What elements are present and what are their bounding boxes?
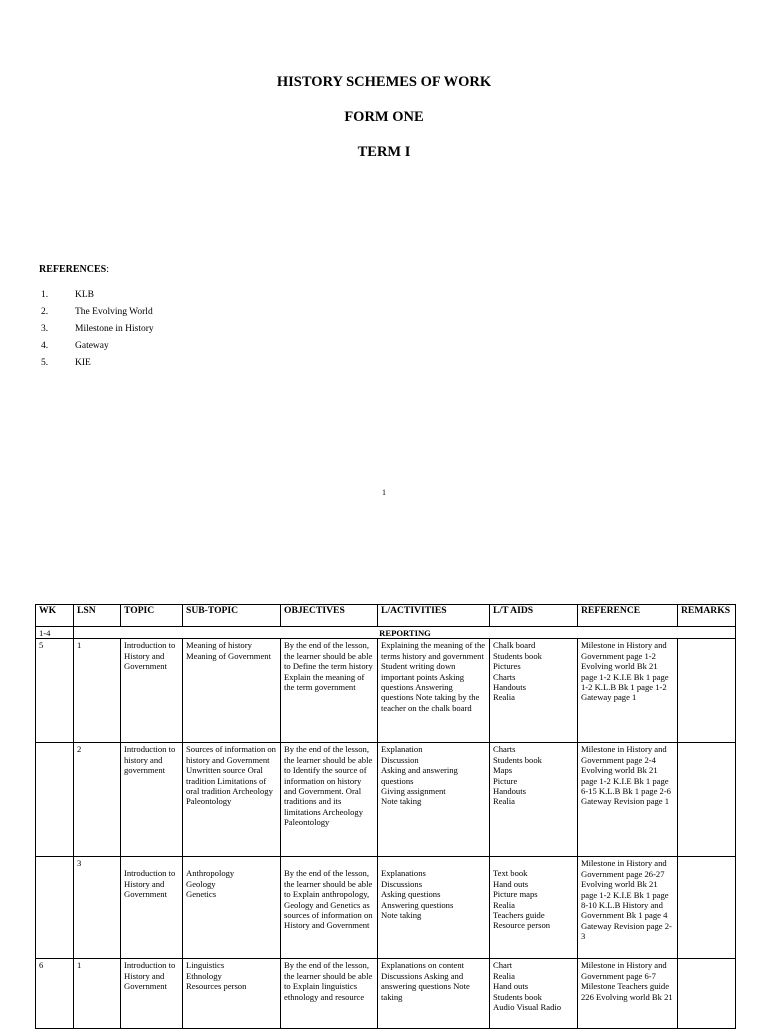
reference-item: 4. Gateway [41,341,109,351]
cell-reference: Milestone in History and Government page 2-4 Evolving world Bk 21 page 1-2 K.I.E Bk 1 page 6-15 K.L.B Bk 1 page 2-6 Gateway Revision page 1 [578,743,678,857]
header-subtopic: SUB-TOPIC [183,605,281,627]
header-objectives: OBJECTIVES [281,605,378,627]
cell-subtopic: Meaning of history Meaning of Government [183,639,281,743]
cell-aids: Chalk board Students book Pictures Charts Handouts Realia [490,639,578,743]
cell-reference: Milestone in History and Government page 1-2 Evolving world Bk 21 page 1-2 K.I.E Bk 1 page 1-2 K.L.B Bk 1 page 1-2 Gateway page 1 [578,639,678,743]
cell-activities: Explanation Discussion Asking and answering questions Giving assignment Note taking [378,743,490,857]
reference-item: 1. KLB [41,290,94,300]
cell-subtopic: Linguistics Ethnology Resources person [183,959,281,1029]
cell-activities: Explaining the meaning of the terms history and government Student writing down important points Asking questions Answering questions Note taking by the teacher on the chalk board [378,639,490,743]
cell-wk: 6 [36,959,74,1029]
table-row [36,857,736,959]
cell-lsn: 1 [74,959,121,1029]
reference-item: 5. KIE [41,358,91,368]
cell-aids: Charts Students book Maps Picture Handouts Realia [490,743,578,857]
reporting-row [36,627,736,639]
cell-topic: Introduction to History and Government [121,857,183,959]
cell-topic: Introduction to History and Government [121,959,183,1029]
header-lsn: LSN [74,605,121,627]
cell-topic: Introduction to history and government [121,743,183,857]
cell-lsn: 1 [74,639,121,743]
header-topic: TOPIC [121,605,183,627]
table-row [36,639,736,743]
cell-objectives: By the end of the lesson, the learner should be able to Explain linguistics ethnology and resource [281,959,378,1029]
document-title: HISTORY SCHEMES OF WORK [276,74,492,90]
cell-reference: Milestone in History and Government page 26-27 Evolving world Bk 21 page 1-2 K.I.E Bk 1 page 8-10 K.L.B History and Government Bk 1 page 4 Gateway Revision page 2-3 [578,857,678,959]
cell-topic: Introduction to History and Government [121,639,183,743]
cell-subtopic: Anthropology Geology Genetics [183,857,281,959]
header-activities: L/ACTIVITIES [378,605,490,627]
table-row [36,959,736,1029]
references-heading: REFERENCES: [39,264,110,275]
cell-remarks [678,743,736,857]
reference-item: 3. Milestone in History [41,324,154,334]
cell-remarks [678,857,736,959]
cell-remarks [678,959,736,1029]
reporting-week: 1-4 [36,627,74,639]
cell-objectives: By the end of the lesson, the learner should be able to Explain anthropology, Geology and Genetics as sources of information on History and Government [281,857,378,959]
cell-lsn: 3 [74,857,121,959]
cell-wk [36,743,74,857]
header-reference: REFERENCE [578,605,678,627]
cell-objectives: By the end of the lesson, the learner should be able to Define the term history Explain the meaning of the term government [281,639,378,743]
cell-wk: 5 [36,639,74,743]
cell-remarks [678,639,736,743]
cell-wk [36,857,74,959]
cell-aids: Text book Hand outs Picture maps Realia Teachers guide Resource person [490,857,578,959]
cell-reference: Milestone in History and Government page 6-7 Milestone Teachers guide 226 Evolving world Bk 21 [578,959,678,1029]
page-number: 1 [382,488,386,497]
schemes-table [35,604,736,1029]
cell-activities: Explanations Discussions Asking questions Answering questions Note taking [378,857,490,959]
reference-item: 2. The Evolving World [41,307,153,317]
header-aids: L/T AIDS [490,605,578,627]
cell-aids: Chart Realia Hand outs Students book Audio Visual Radio [490,959,578,1029]
table-header-row [36,605,736,627]
cell-activities: Explanations on content Discussions Asking and answering questions Note taking [378,959,490,1029]
cell-lsn: 2 [74,743,121,857]
term-title: TERM I [357,144,411,160]
cell-objectives: By the end of the lesson, the learner should be able to Identify the source of information on history and Government. Oral traditions and its limitations Archeology Paleontology [281,743,378,857]
form-title: FORM ONE [344,109,424,125]
reporting-label: REPORTING [74,627,736,639]
header-remarks: REMARKS [678,605,736,627]
table-row [36,743,736,857]
cell-subtopic: Sources of information on history and Government Unwritten source Oral tradition Limitations of oral tradition Archeology Paleontology [183,743,281,857]
header-wk: WK [36,605,74,627]
